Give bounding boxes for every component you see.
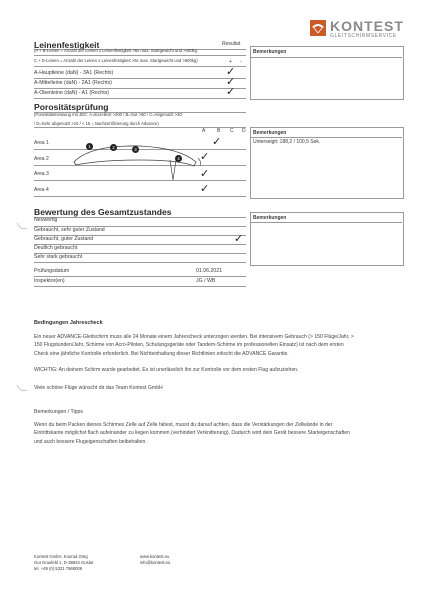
check-icon: ✓ <box>200 167 210 180</box>
divider <box>250 222 402 223</box>
footer-address: Gut Graufeld 1, D-38644 Goslar <box>34 560 94 565</box>
important-note: WICHTIG: An deinem Schirm wurde gearbeitet. Es ist unerlässlich ihn zur Kontrolle vor dem ersten Flug aufzuziehen. <box>34 367 299 373</box>
mark-plus: + <box>229 59 232 65</box>
check-icon: ✓ <box>226 85 236 98</box>
leinen-desc-1: (A + B-Leinen = Anzahl der Leinen x Leinenfestigkeit >8x max. Startgewicht und >400kg <box>34 48 197 53</box>
zustand-row-label: Sehr stark gebraucht <box>34 254 83 260</box>
footer-email[interactable]: info@kontest.eu <box>140 560 171 565</box>
marker-4: 4 <box>175 155 182 162</box>
poro-col-c: C <box>230 128 234 134</box>
greeting: Viele schöne Flüge wünscht dir das Team Kontest GmbH <box>34 385 163 391</box>
divider <box>34 88 246 89</box>
punch-mark <box>16 384 28 394</box>
check-icon: ✓ <box>200 182 210 195</box>
divider <box>250 137 402 138</box>
divider <box>34 55 246 56</box>
text-line: Ein neuer ADVANCE-Gleitschirm muss alle 24 Monate einem Jahrescheck unterzogen werden. Bei intensivem Gebrauch (> 150 Flüge/Jahr, > <box>34 334 354 340</box>
divider <box>34 127 246 128</box>
leinen-row-label: A-Obenleine (daN) - A1 (Rechts) <box>34 90 109 96</box>
divider <box>34 262 246 263</box>
leinen-row-label: A-Hauptleine (daN) - 3A1 (Rechts) <box>34 70 114 76</box>
marker-1: 1 <box>86 143 93 150</box>
inspector-label: Inspektor(en) <box>34 278 65 284</box>
zustand-row-label: Gebraucht, sehr guter Zustand <box>34 227 105 233</box>
tipps-title: Bemerkungen / Tipps <box>34 409 84 415</box>
poro-desc-2: / D=Sehr abgenutzt >15 / < 15 = Nachzertifizierung durch Advance) <box>34 121 159 126</box>
zustand-row-label: Gebraucht, guter Zustand <box>34 236 94 242</box>
check-icon: ✓ <box>212 135 222 148</box>
poro-col-d: D <box>242 128 246 134</box>
text-line: Wenn du beim Packen deines Schirmes Zelle auf Zelle faltest, musst du darauf achten, dass die Verstärkungen der Zellwände in der <box>34 422 333 428</box>
zustand-row-label: Deutlich gebraucht <box>34 245 78 251</box>
remarks-header: Bemerkungen <box>253 215 287 221</box>
section-title-zustand: Bewertung des Gesamtzustandes <box>34 207 172 217</box>
area-label: Area 1 <box>34 140 49 146</box>
text-line: Eintrittskante möglichst flach aufeinander zu liegen kommen (verhindert Verknitterung). Dadurch wird dein Gerät bessere Starteigenschaften <box>34 430 350 437</box>
logo-subtitle: GLEITSCHIRMSERVICE <box>330 33 397 39</box>
poro-remarks-text: Unterseigit: 188,2 / 100,5 Sek. <box>253 139 321 145</box>
divider <box>34 217 246 218</box>
area-label: Area 4 <box>34 187 49 193</box>
leinen-desc-2: C + D-Leinen = Anzahl der Leinen x Leinenfestigkeit >6x max. Startgewicht und >600kg) <box>34 58 198 63</box>
date-label: Prüfungsdatum <box>34 268 70 274</box>
zustand-row-label: Neuwertig <box>34 217 58 223</box>
poro-col-a: A <box>202 128 206 134</box>
result-header: Resultat <box>222 41 241 47</box>
footer-web[interactable]: www.kontest.eu <box>140 554 170 559</box>
mark-minus: - <box>240 59 242 65</box>
area-label: Area 2 <box>34 156 49 162</box>
footer-phone: tel. +49 (0) 5321 7569009 <box>34 566 83 571</box>
check-icon: ✓ <box>234 232 244 245</box>
punch-mark <box>16 222 28 232</box>
section-title-leinen: Leinenfestigkeit <box>34 40 100 50</box>
footer-company: Kontest GmbH, Konrad Görg <box>34 554 88 559</box>
bedingungen-paragraph <box>34 333 402 358</box>
remarks-header: Bemerkungen <box>253 130 287 136</box>
divider <box>250 57 402 58</box>
marker-2: 2 <box>110 144 117 151</box>
check-icon: ✓ <box>226 65 236 78</box>
logo-wordmark: KONTEST <box>330 18 404 34</box>
divider <box>34 78 246 79</box>
remarks-header: Bemerkungen <box>253 49 287 55</box>
divider <box>34 98 246 99</box>
text-line: Check eine jährliche Kontrolle erforderlich. Bei Nichteinhaltung dieser Richtlinien erlischt die ADVANCE Garantie. <box>34 350 289 357</box>
text-line: und auch bessere Flugeigenschaften beibehalten. <box>34 438 147 445</box>
divider <box>34 276 246 277</box>
text-line: 150 Flugstunden/Jahr, Schirme von Acro-Piloten, Schulungsgeräte oder Tandem-Schirme im professionellen Einsatz) ist nach dem ersten <box>34 342 344 349</box>
section-title-poro: Porositätsprüfung <box>34 102 109 112</box>
divider <box>34 66 246 67</box>
bedingungen-title: Bedingungen Jahrescheck <box>34 320 103 326</box>
inspector-value: JG / WB <box>196 278 216 284</box>
tipps-paragraph <box>34 421 402 446</box>
check-icon: ✓ <box>226 75 236 88</box>
leinen-row-label: A-Mittelleine (daN) - 2A1 (Rechts) <box>34 80 112 86</box>
kontest-logo-icon <box>310 20 326 36</box>
poro-desc-1: (Porositätsmessung mit JDC: A=Exzellent >200 / B=Gut >60 / C=Abgenutzt >30 <box>34 112 182 117</box>
date-value: 01.06.2021 <box>196 268 222 274</box>
check-icon: ✓ <box>200 150 210 163</box>
poro-col-b: B <box>217 128 221 134</box>
divider <box>34 286 246 287</box>
marker-3: 3 <box>132 146 139 153</box>
area-label: Area 3 <box>34 171 49 177</box>
